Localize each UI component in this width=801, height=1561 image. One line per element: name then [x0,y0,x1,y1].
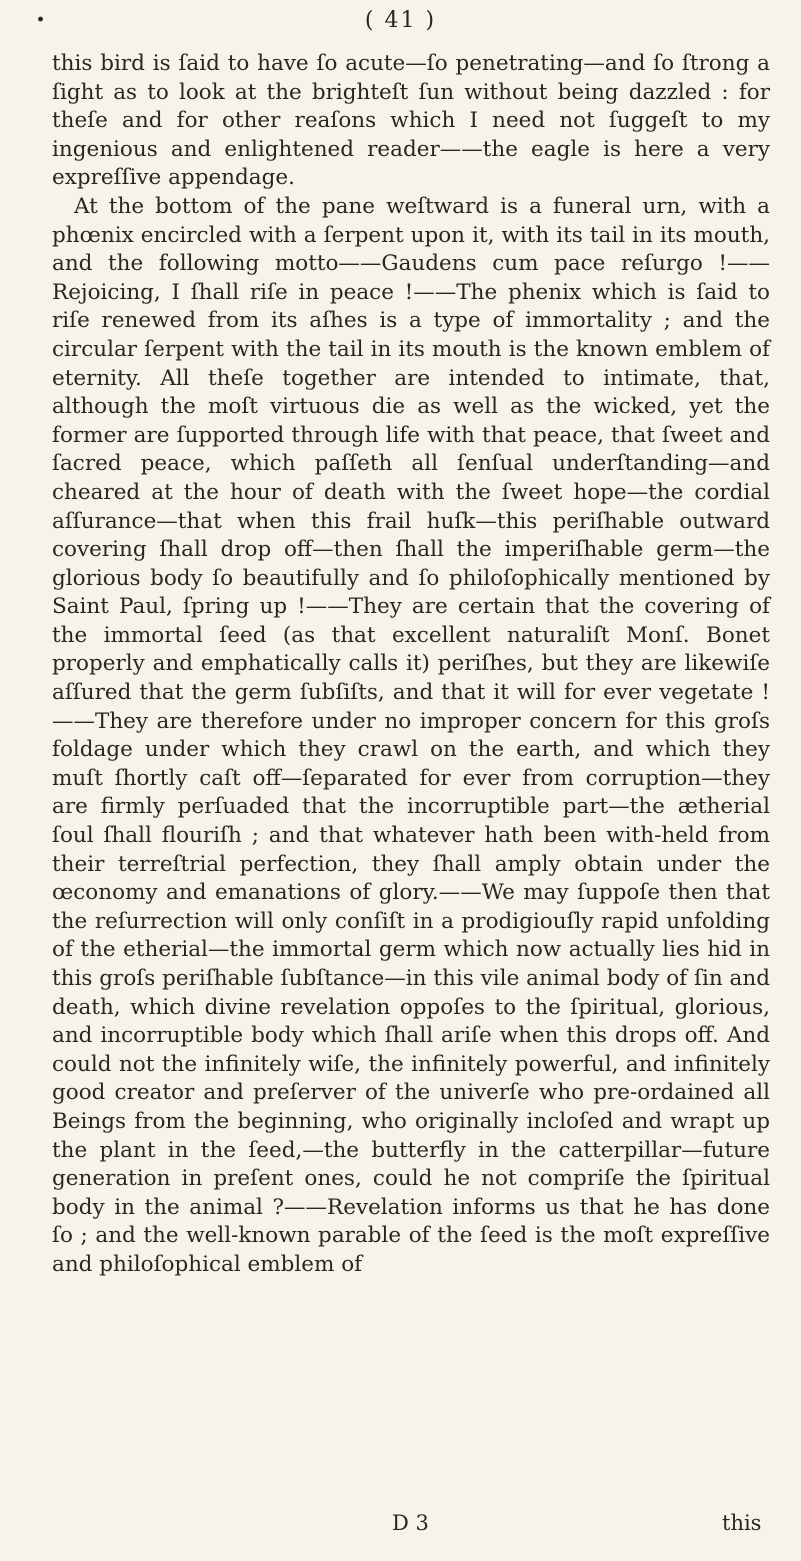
page-number: ( 41 ) [364,8,437,33]
page-footer [0,1510,801,1540]
paragraph-funeral-urn: At the bottom of the pane weſtward is a funeral urn, with a phœnix encircled with a ſerpent upon it, with its tail in its mouth, and the following motto——Gaudens cum pace reſurgo !——Rejoicing, I ſhall riſe in peace !——The phenix which is ſaid to riſe renewed from its aſhes is a type of immortality ; and the circular ſerpent with the tail in its mouth is the known emblem of eternity. All theſe together are intended to intimate, that, although the moſt virtuous die as well as the wicked, yet the former are ſupported through life with that peace, that ſweet and ſacred peace, which paſſeth all ſenſual underſtanding—and cheared at the hour of death with the ſweet hope—the cordial aſſurance—that when this frail huſk—this periſhable outward covering ſhall drop off—then ſhall the imperiſhable germ—the glorious body ſo beautifully and ſo philoſophically mentioned by Saint Paul, ſpring up !——They are certain that the covering of the immortal ſeed (as that excellent naturaliſt Monſ. Bonet properly and emphatically calls it) periſhes, but they are likewiſe aſſured that the germ ſubſiſts, and that it will for ever vegetate !——They are therefore under no improper concern for this groſs foldage under which they crawl on the earth, and which they muſt ſhortly caſt off—ſeparated for ever from corruption—they are firmly perſuaded that the incorruptible part—the ætherial ſoul ſhall flouriſh ; and that whatever hath been with-held from their terreſtrial perfection, they ſhall amply obtain under the œconomy and emanations of glory.——We may ſuppoſe then that the reſurrection will only conſiſt in a prodigiouſly rapid unfolding of the etherial—the immortal germ which now actually lies hid in this groſs periſhable ſubſtance—in this vile animal body of ſin and death, which divine revelation oppoſes to the ſpiritual, glorious, and incorruptible body which ſhall ariſe when this drops off. And could not the infinitely wiſe, the infinitely powerful, and infinitely good creator and preſerver of the univerſe who pre-ordained all Beings from the beginning, who originally incloſed and wrapt up the plant in the ſeed,—the butterfly in the catterpillar—future generation in preſent ones, could he not compriſe the ſpiritual body in the animal ?——Revelation informs us that he has done ſo ; and the well-known parable of the ſeed is the moſt expreſſive and philoſophical emblem of [52,193,770,1277]
page-header [0,6,801,38]
catchword: this [722,1511,762,1535]
signature-mark: D 3 [392,1511,429,1535]
body-text [52,50,770,1280]
paragraph-eagle: this bird is ſaid to have ſo acute—ſo penetrating—and ſo ſtrong a ſight as to look at the brighteſt ſun without being dazzled : for theſe and for other reaſons which I need not ſuggeſt to my ingenious and enlightened reader——the eagle is here a very expreſſive appendage. [52,51,770,191]
page-mark: · [36,5,46,35]
